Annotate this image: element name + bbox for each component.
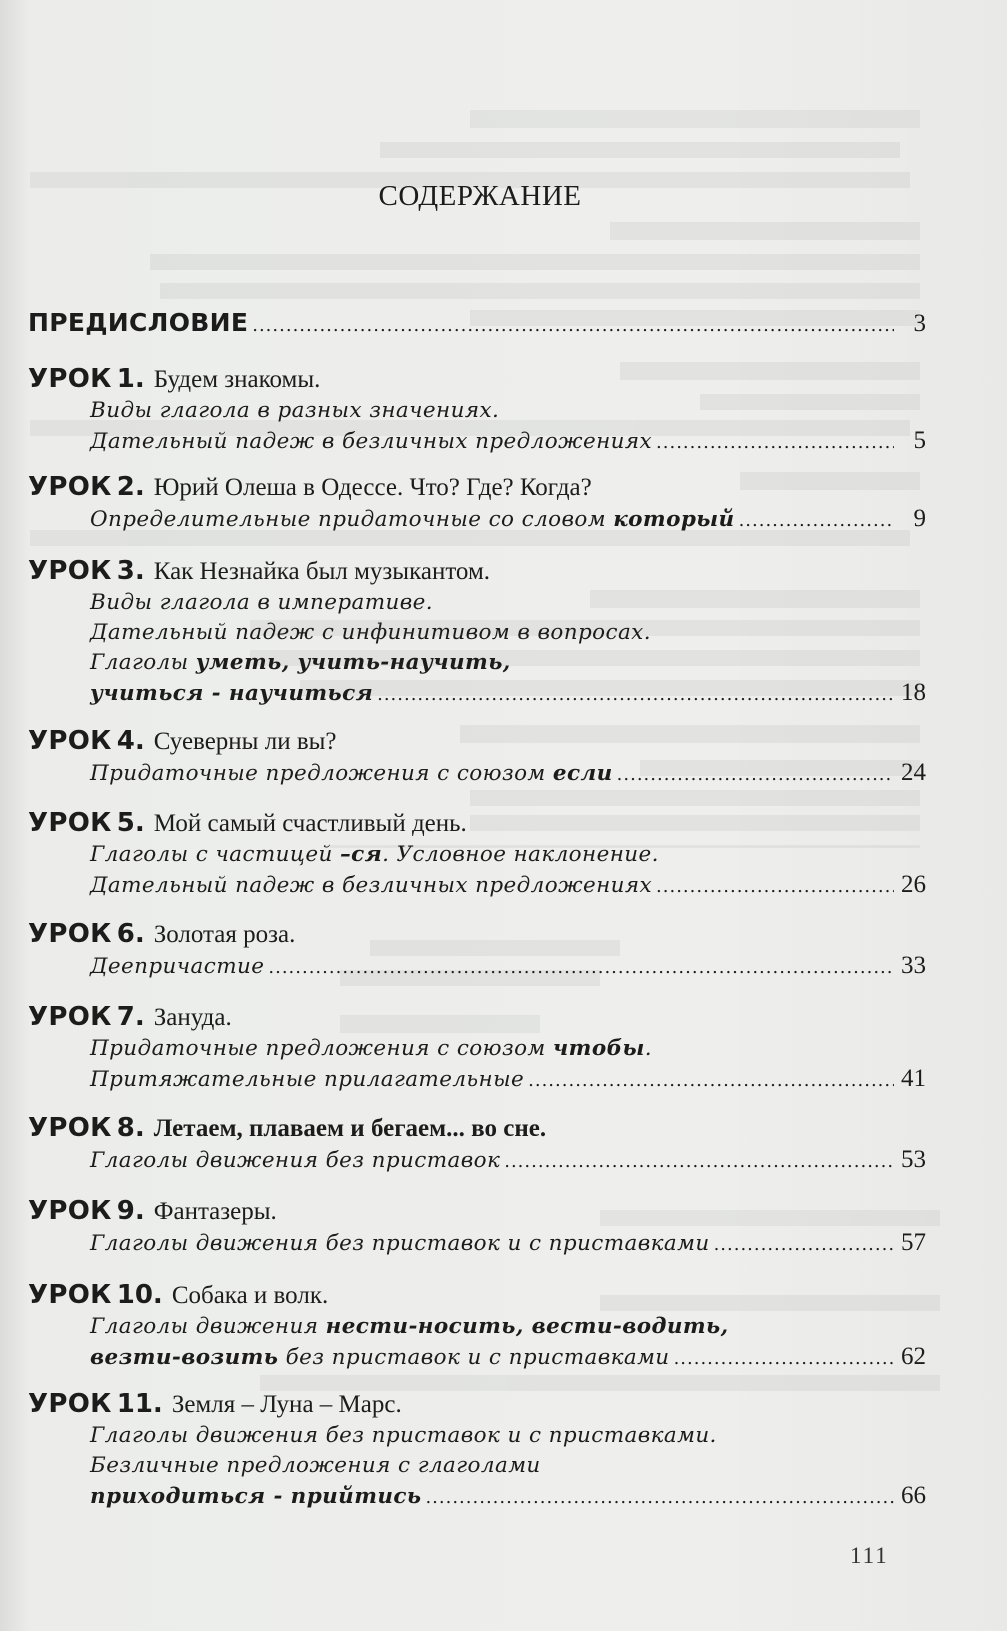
topic-line: Определительные придаточные со словом [90,507,614,532]
leader-dots [528,1066,894,1096]
lesson-word: УРОК [28,1280,112,1310]
keyword-bold: приходиться - прийтись [90,1484,422,1509]
lesson-number: 10. [116,1280,163,1310]
page-number: 62 [901,1343,926,1370]
lesson-title: Суеверны ли вы? [153,728,337,755]
page-number: 26 [901,871,926,898]
topic-line: Глаголы [90,650,196,675]
keyword-bold: –ся [339,842,383,867]
page-title: СОДЕРЖАНИЕ [378,180,582,212]
page-number: 41 [901,1065,926,1092]
lesson-word: УРОК [28,556,112,586]
page-number: 33 [901,952,926,979]
topic-line: Дательный падеж с инфинитивом в вопросах. [90,620,651,645]
lesson-number: 8. [116,1113,145,1143]
toc-entry-lesson-1[interactable] [28,362,926,456]
topic-line: Глаголы с частицей [90,842,340,867]
leader-dots [617,760,894,790]
lesson-title: Юрий Олеша в Одессе. Что? Где? Когда? [153,474,592,501]
toc-entry-lesson-7[interactable] [28,1000,926,1094]
toc-entry-lesson-2[interactable] [28,470,926,534]
leader-dots [739,506,894,536]
topic-line: . Условное наклонение. [382,842,659,867]
page-folio-number: 111 [850,1543,889,1568]
lesson-word: УРОК [28,726,112,756]
toc-entry-lesson-10[interactable] [28,1278,926,1372]
topic-line: Безличные предложения с глаголами [90,1453,541,1478]
lesson-number: 3. [116,556,145,586]
topic-line: Глаголы движения [90,1314,326,1339]
topic-line: без приставок и с приставками [278,1345,670,1370]
keyword-bold: везти-возить [90,1345,279,1370]
topic-line: Придаточные предложения с союзом [90,761,553,786]
leader-dots [714,1230,894,1260]
topic-line: Придаточные предложения с союзом [90,1036,553,1061]
topic-line: Дательный падеж в безличных предложениях [90,429,653,454]
topic-line: Глаголы движения без приставок [90,1148,501,1173]
topic-line: Виды глагола в императиве. [90,590,434,615]
lesson-title: Зануда. [153,1004,232,1031]
keyword-bold: нести-носить, вести-водить, [325,1314,729,1339]
leader-dots [504,1147,894,1177]
page-number: 53 [901,1146,926,1173]
topic-line: Деепричастие [90,954,265,979]
lesson-number: 11. [116,1389,163,1419]
preface-label: ПРЕДИСЛОВИЕ [28,308,249,337]
topic-line: Глаголы движения без приставок и с приставками [90,1231,710,1256]
page-number: 5 [913,427,926,454]
lesson-number: 2. [116,472,145,502]
lesson-number: 5. [116,808,145,838]
leader-dots [252,309,894,339]
toc-entry-lesson-5[interactable] [28,806,926,900]
keyword-bold: чтобы [552,1036,645,1061]
leader-dots [656,428,894,458]
lesson-word: УРОК [28,364,112,394]
keyword-bold: уметь, учить-научить, [195,650,511,675]
topic-line: Виды глагола в разных значениях. [90,398,500,423]
lesson-number: 7. [116,1002,145,1032]
page-number: 3 [913,310,926,337]
keyword-bold: учиться - научиться [90,681,374,706]
lesson-title: Мой самый счастливый день. [153,810,467,837]
lesson-number: 4. [116,726,145,756]
toc-entry-lesson-11[interactable] [28,1387,926,1511]
topic-line: Глаголы движения без приставок и с приставками. [90,1423,717,1448]
lesson-word: УРОК [28,1002,112,1032]
page-number: 18 [901,679,926,706]
lesson-word: УРОК [28,1113,112,1143]
keyword-bold: который [613,507,735,532]
lesson-word: УРОК [28,472,112,502]
lesson-title: Фантазеры. [153,1198,277,1225]
leader-dots [656,872,894,902]
toc-entry-preface[interactable] [28,306,926,340]
lesson-number: 6. [116,919,145,949]
lesson-word: УРОК [28,1196,112,1226]
lesson-title: Земля – Луна – Марс. [171,1391,402,1418]
page-number: 24 [901,759,926,786]
lesson-word: УРОК [28,919,112,949]
lesson-title: Летаем, плаваем и бегаем... во сне. [153,1115,547,1142]
leader-dots [268,953,894,983]
lesson-title: Золотая роза. [153,921,296,948]
lesson-title: Как Незнайка был музыкантом. [153,558,491,585]
lesson-word: УРОК [28,808,112,838]
topic-line: . [644,1036,653,1061]
leader-dots [377,680,894,710]
topic-line: Притяжательные прилагательные [90,1067,525,1092]
lesson-title: Собака и волк. [171,1282,329,1309]
topic-line: Дательный падеж в безличных предложениях [90,873,653,898]
page-number: 57 [901,1229,926,1256]
toc-entry-lesson-3[interactable] [28,554,926,708]
toc-entry-lesson-8[interactable] [28,1111,926,1175]
leader-dots [425,1483,894,1513]
lesson-word: УРОК [28,1389,112,1419]
keyword-bold: если [552,761,613,786]
page-number: 9 [913,505,926,532]
lesson-number: 9. [116,1196,145,1226]
toc-entry-lesson-6[interactable] [28,917,926,981]
leader-dots [674,1344,894,1374]
toc-entry-lesson-4[interactable] [28,724,926,788]
lesson-title: Будем знакомы. [153,366,321,393]
toc-entry-lesson-9[interactable] [28,1194,926,1258]
page-number: 66 [901,1482,926,1509]
lesson-number: 1. [116,364,145,394]
